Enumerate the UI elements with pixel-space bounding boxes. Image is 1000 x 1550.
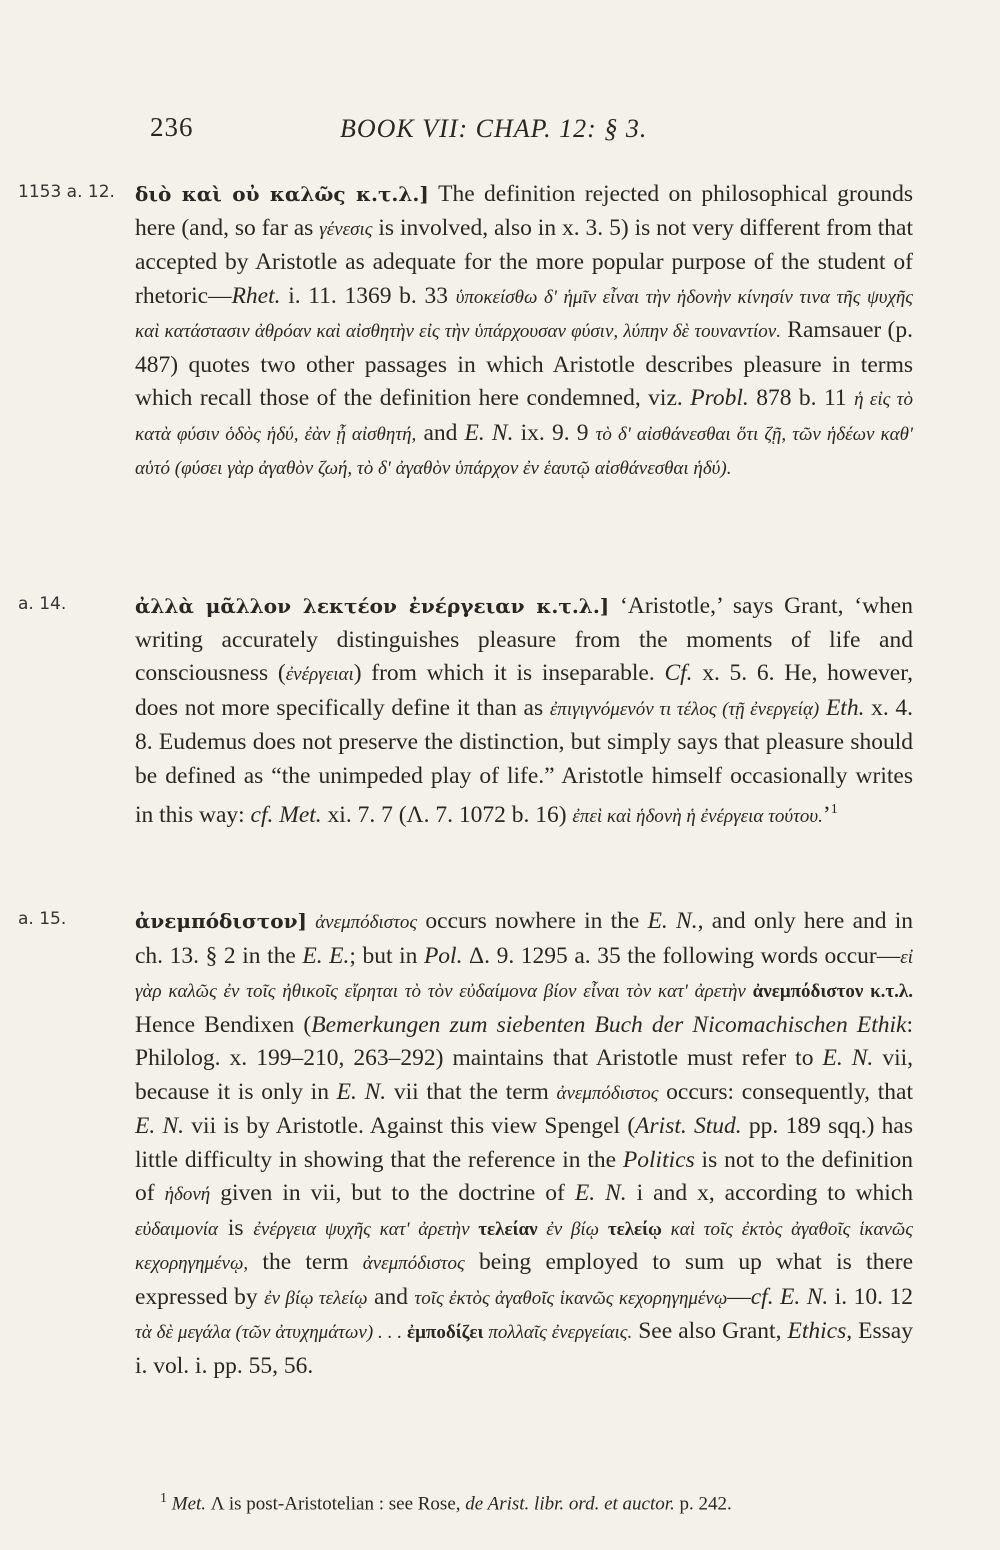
lemma: ἀνεμπόδιστον] bbox=[135, 909, 307, 933]
footnote-marker: 1 bbox=[830, 802, 838, 817]
footnote-marker: 1 bbox=[160, 1491, 167, 1506]
lemma: διὸ καὶ οὐ καλῶς κ.τ.λ.] bbox=[135, 182, 429, 206]
commentary-text: διὸ καὶ οὐ καλῶς κ.τ.λ.] The definition rejected on philosophical grounds here (and, so far as γένεσις is involved, also in x. 3. 5) is not very different from that accepted by Aristotle as adequate for the more popular purpose of the student of rhetoric—Rhet. i. 11. 1369 b. 33 ὑποκείσθω δ' ἡμῖν εἶναι τὴν ἡδονὴν κίνησίν τινα τῆς ψυχῆς καὶ κατάστασιν ἀθρόαν καὶ αἰσθητὴν εἰς τὴν ὑπάρχουσαν φύσιν, λύπην δὲ τουναντίον. Ramsauer (p. 487) quotes two other passages in which Aristotle describes pleasure in terms which recall those of the definition here condemned, viz. Probl. 878 b. 11 ἡ εἰς τὸ κατὰ φύσιν ὁδὸς ἡδύ, ἐὰν ᾖ αἰσθητή, and E. N. ix. 9. 9 τὸ δ' αἰσθάνεσθαι ὅτι ζῇ, τῶν ἡδέων καθ' αὑτό (φύσει γὰρ ἀγαθὸν ζωή, τὸ δ' ἀγαθὸν ὑπάρχον ἐν ἑαυτῷ αἰσθάνεσθαι ἡδύ). bbox=[135, 181, 914, 479]
line-reference: a. 15. bbox=[18, 909, 67, 929]
page-number: 236 bbox=[150, 112, 194, 142]
line-reference: 1153 a. 12. bbox=[18, 182, 115, 202]
commentary-text: ἀλλὰ μᾶλλον λεκτέον ἐνέργειαν κ.τ.λ.] ‘Aristotle,’ says Grant, ‘when writing accurately distinguishes pleasure from the moments of life and consciousness (ἐνέργειαι) from which it is inseparable. Cf. x. 5. 6. He, however, does not more specifically define it than as ἐπιγιγνόμενόν τι τέλος (τῇ ἐνεργείᾳ) Eth. x. 4. 8. Eudemus does not preserve the distinction, but simply says that pleasure should be defined as “the unimpeded play of life.” Aristotle himself occasionally writes in this way: cf. Met. xi. 7. 7 (Λ. 7. 1072 b. 16) ἐπεὶ καὶ ἡδονὴ ἡ ἐνέργεια τούτου.’$^1$ bbox=[135, 593, 914, 828]
commentary-text: ἀνεμπόδιστον] ἀνεμπόδιστος occurs nowhere in the E. N., and only here and in ch. 13. § 2 in the E. E.; but in Pol. Δ. 9. 1295 a. 35 the following words occur—εἰ γὰρ καλῶς ἐν τοῖς ἠθικοῖς εἴρηται τὸ τὸν εὐδαίμονα βίον εἶναι τὸν κατ' ἀρετὴν ἀνεμπόδιστον κ.τ.λ. Hence Bendixen (Bemerkungen zum siebenten Buch der Nicomachischen Ethik: Philolog. x. 199–210, 263–292) maintains that Aristotle must refer to E. N. vii, because it is only in E. N. vii that the term ἀνεμπόδιστος occurs: consequently, that E. N. vii is by Aristotle. Against this view Spengel (Arist. Stud. pp. 189 sqq.) has little difficulty in showing that the reference in the Politics is not to the definition of ἡδονή given in vii, but to the doctrine of E. N. i and x, according to which εὐδαιμονία is ἐνέργεια ψυχῆς κατ' ἀρετὴν τελείαν ἐν βίῳ τελείῳ καὶ τοῖς ἐκτὸς ἀγαθοῖς ἱκανῶς κεχορηγημένῳ, the term ἀνεμπόδιστος being employed to sum up what is there expressed by ἐν βίῳ τελείῳ and τοῖς ἐκτὸς ἀγαθοῖς ἱκανῶς κεχορηγημένῳ—cf. E. N. i. 10. 12 τὰ δὲ μεγάλα (τῶν ἀτυχημάτων) . . . ἐμποδίζει πολλαῖς ἐνεργείαις. See also Grant, Ethics, Essay i. vol. i. pp. 55, 56. bbox=[135, 908, 914, 1379]
lemma: ἀλλὰ μᾶλλον λεκτέον ἐνέργειαν κ.τ.λ.] bbox=[135, 594, 610, 618]
running-head: BOOK VII: CHAP. 12: § 3. bbox=[340, 114, 648, 143]
line-reference: a. 14. bbox=[18, 594, 67, 614]
footnote: $^1$ Met. Λ is post-Aristotelian : see Rose, de Arist. libr. ord. et auctor. p. 242. bbox=[160, 1491, 732, 1515]
page-header bbox=[150, 112, 930, 156]
